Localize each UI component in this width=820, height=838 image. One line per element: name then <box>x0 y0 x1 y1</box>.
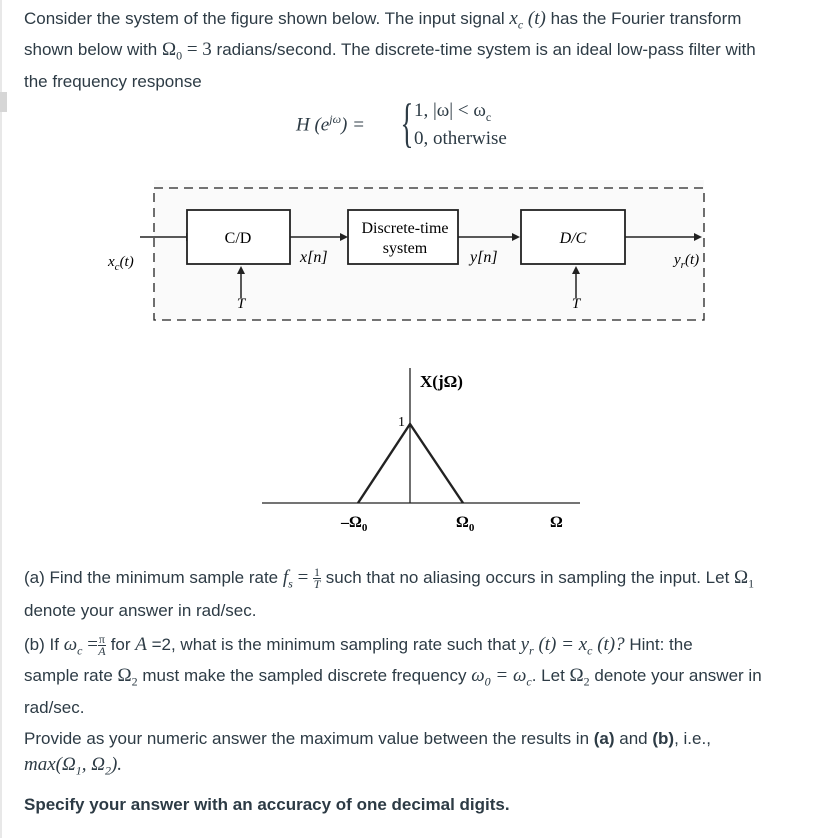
peak-value: 1 <box>398 415 405 430</box>
case-2: 0, otherwise <box>414 128 507 149</box>
pos-omega0-label: $\Omega_0$ <box>456 514 475 534</box>
brace: { <box>400 93 414 153</box>
omega-axis-label: Ω <box>550 514 563 531</box>
intro-line-2: shown below with $\Omega_0 = 3$ radians/second. The discrete-time system is an ideal low-pass filter with <box>24 39 756 63</box>
dt-system-label-1: Discrete-time <box>361 220 449 237</box>
part-a: (a) Find the minimum sample rate $f_s$ = $\frac{1}{T}$ such that no aliasing occurs in sampling the input. Let $\Omega_1$ denote your answer in rad/sec. <box>24 565 755 621</box>
specify-accuracy-note: Specify your answer with an accuracy of one decimal digits. <box>24 795 510 814</box>
block-diagram <box>100 180 720 330</box>
output-signal-label: $y_r(t)$ <box>674 252 700 271</box>
xn-label: x[n] <box>300 249 328 266</box>
intro-line-1: Consider the system of the figure shown below. The input signal $x_c$ (t) has the Fourier transform <box>24 8 742 32</box>
t1-label: T <box>236 296 246 312</box>
neg-omega0-label: $-\Omega_0$ <box>341 514 368 534</box>
dc-label: D/C <box>559 230 587 247</box>
frequency-response-equation: H $(e^{j\omega})$ = { 1, $|\omega| < \omega_c$ 0, otherwise <box>296 93 507 153</box>
provide-paragraph: Provide as your numeric answer the maximum value between the results in (a) and (b), i.e., $\max(\Omega_1$, $\Omega_2$). <box>24 729 711 778</box>
yn-label: y[n] <box>470 249 498 266</box>
cd-label: C/D <box>224 230 252 247</box>
part-b: (b) If $\omega_c$ = $\frac{\pi}{A}$ for A =2, what is the minimum sampling rate such that $y_r$ $(t) = x_c$ (t)? Hint: the sample rate $\Omega_2$ must make the sampled discrete frequency $\omega_0 = \omega_c$. Let $\Omega_2$ denote your answer in rad/sec. <box>24 632 762 717</box>
fs-fraction: $\frac{1}{T}$ <box>313 565 321 592</box>
t2-label: T <box>571 296 581 312</box>
wc-fraction: $\frac{\pi}{A}$ <box>98 632 106 659</box>
case-1: 1, $|\omega| < \omega_c$ <box>414 100 492 124</box>
intro-paragraph <box>24 6 756 95</box>
left-border-mark <box>0 92 7 112</box>
dt-system-label-2: system <box>382 240 428 257</box>
left-border <box>0 0 2 838</box>
input-signal-label: $x_c(t)$ <box>108 254 134 273</box>
spectrum-plot <box>250 360 590 540</box>
intro-line-3: the frequency response <box>24 71 202 91</box>
spectrum-label: X(jΩ) <box>420 372 463 391</box>
